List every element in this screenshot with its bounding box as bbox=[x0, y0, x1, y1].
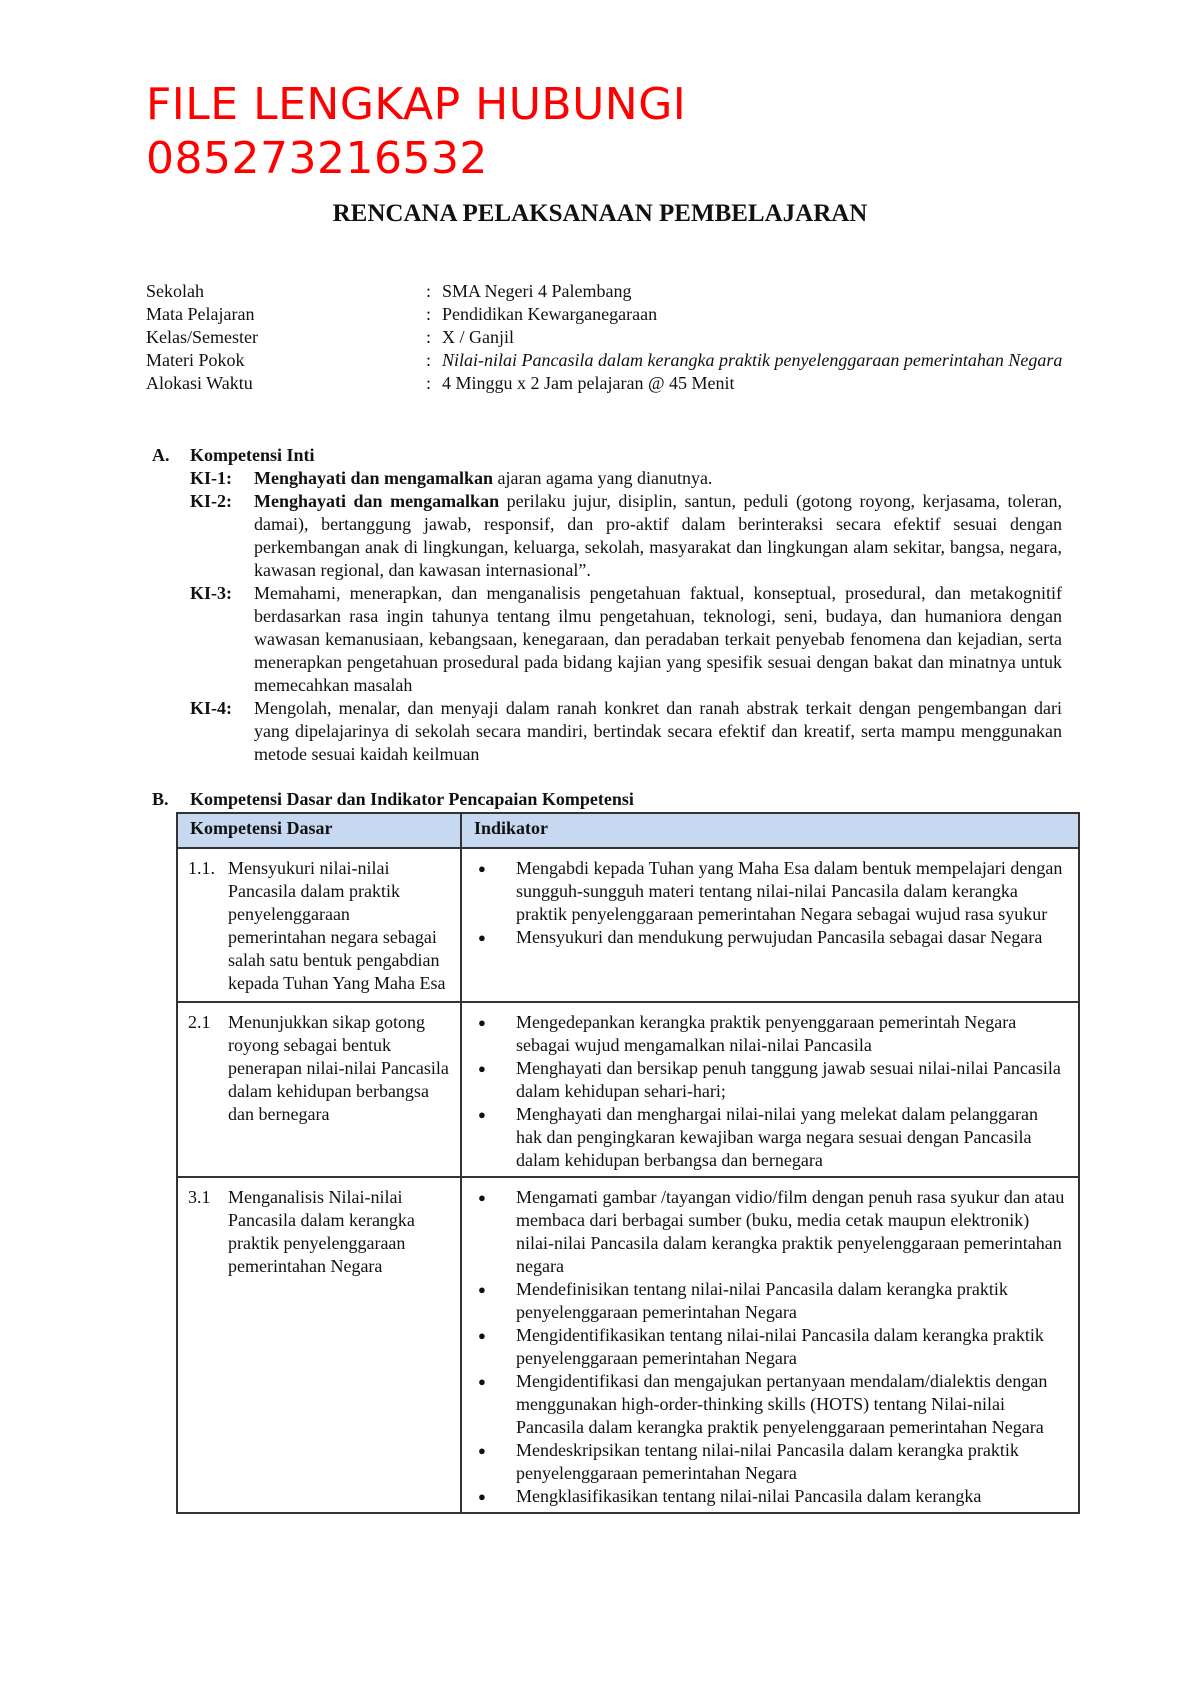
list-item bbox=[474, 1324, 1068, 1370]
indicator-cell bbox=[461, 1002, 1079, 1177]
section-heading bbox=[152, 788, 1062, 811]
indicator-cell bbox=[461, 1177, 1079, 1513]
info-value: 4 Minggu x 2 Jam pelajaran @ 45 Menit bbox=[442, 373, 735, 393]
kd-number: 3.1 bbox=[188, 1187, 211, 1207]
info-row-subject bbox=[146, 303, 1066, 326]
bullet-icon: ● bbox=[478, 1190, 486, 1205]
ki-code: KI-1: bbox=[190, 468, 232, 488]
table-row bbox=[177, 848, 1079, 1002]
bullet-icon: ● bbox=[478, 861, 486, 876]
table-header-row bbox=[177, 813, 1079, 848]
ki-code: KI-3: bbox=[190, 583, 232, 603]
indicator-text: Mengabdi kepada Tuhan yang Maha Esa dalam bentuk mempelajari dengan sungguh-sungguh materi tentang nilai-nilai Pancasila dalam kerangka praktik penyelenggaraan pemerintahan Negara sebagai wujud rasa syukur bbox=[516, 858, 1063, 924]
kd-number: 2.1 bbox=[188, 1012, 211, 1032]
kd-cell bbox=[177, 1002, 461, 1177]
list-item bbox=[474, 1439, 1068, 1485]
indicator-text: Mengidentifikasikan tentang nilai-nilai Pancasila dalam kerangka praktik penyelenggaraan pemerintahan Negara bbox=[516, 1325, 1044, 1368]
section-title: Kompetensi Inti bbox=[190, 445, 315, 465]
info-row-topic bbox=[146, 349, 1066, 372]
kd-line bbox=[188, 1186, 450, 1278]
table-row bbox=[177, 1177, 1079, 1513]
info-colon: : bbox=[426, 350, 432, 370]
ki-item bbox=[190, 582, 1062, 697]
bullet-icon: ● bbox=[478, 1061, 486, 1076]
list-item bbox=[474, 1278, 1068, 1324]
banner-phone: 085273216532 bbox=[146, 133, 488, 184]
section-letter: A. bbox=[152, 445, 170, 465]
bullet-icon: ● bbox=[478, 1443, 486, 1458]
section-kompetensi-inti bbox=[152, 444, 1062, 766]
list-item bbox=[474, 1370, 1068, 1439]
list-item bbox=[474, 1186, 1068, 1278]
info-label: Materi Pokok bbox=[146, 350, 245, 370]
header-indikator: Indikator bbox=[461, 813, 1079, 848]
header-kompetensi-dasar: Kompetensi Dasar bbox=[177, 813, 461, 848]
info-value: Pendidikan Kewarganegaraan bbox=[442, 304, 658, 324]
bullet-icon: ● bbox=[478, 1015, 486, 1030]
kd-line bbox=[188, 1011, 450, 1126]
section-letter: B. bbox=[152, 789, 169, 809]
kd-cell bbox=[177, 1177, 461, 1513]
document-title: RENCANA PELAKSANAAN PEMBELAJARAN bbox=[332, 200, 868, 227]
ki-text bbox=[254, 490, 1062, 582]
info-label: Mata Pelajaran bbox=[146, 304, 255, 324]
table-row bbox=[177, 1002, 1079, 1177]
section-heading bbox=[152, 444, 1062, 467]
list-item bbox=[474, 1485, 1068, 1508]
list-item bbox=[474, 1011, 1068, 1057]
bullet-icon: ● bbox=[478, 1374, 486, 1389]
info-value: Nilai-nilai Pancasila dalam kerangka praktik penyelenggaraan pemerintahan Negara bbox=[442, 350, 1063, 370]
info-colon: : bbox=[426, 304, 432, 324]
info-label: Sekolah bbox=[146, 281, 204, 301]
ki-bold: Menghayati dan mengamalkan bbox=[254, 468, 494, 488]
bullet-icon: ● bbox=[478, 1282, 486, 1297]
bullet-icon: ● bbox=[478, 1489, 486, 1504]
ki-body: ajaran agama yang dianutnya. bbox=[493, 468, 713, 488]
ki-item bbox=[190, 467, 1062, 490]
indicator-text: Mensyukuri dan mendukung perwujudan Pancasila sebagai dasar Negara bbox=[516, 927, 1043, 947]
info-value: X / Ganjil bbox=[442, 327, 514, 347]
indicator-text: Mendefinisikan tentang nilai-nilai Pancasila dalam kerangka praktik penyelenggaraan pemerintahan Negara bbox=[516, 1279, 1008, 1322]
ki-code: KI-2: bbox=[190, 491, 232, 511]
info-value: SMA Negeri 4 Palembang bbox=[442, 281, 632, 301]
section-kompetensi-dasar bbox=[152, 788, 1062, 811]
list-item bbox=[474, 926, 1068, 949]
indicator-text: Mengidentifikasi dan mengajukan pertanyaan mendalam/dialektis dengan menggunakan high-order-thinking skills (HOTS) tentang Nilai-nilai Pancasila dalam kerangka praktik penyelenggaraan pemerintahan Negara bbox=[516, 1371, 1048, 1437]
info-colon: : bbox=[426, 373, 432, 393]
indicator-text: Menghayati dan menghargai nilai-nilai yang melekat dalam pelanggaran hak dan pengingkaran kewajiban warga negara sesuai dengan Pancasila dalam kehidupan berbangsa dan bernegara bbox=[516, 1104, 1038, 1170]
indicator-text: Mengedepankan kerangka praktik penyenggaraan pemerintah Negara sebagai wujud mengamalkan nilai-nilai Pancasila bbox=[516, 1012, 1017, 1055]
indicator-text: Mengklasifikasikan tentang nilai-nilai Pancasila dalam kerangka bbox=[516, 1486, 982, 1506]
info-row-time bbox=[146, 372, 1066, 395]
info-label: Alokasi Waktu bbox=[146, 373, 253, 393]
bullet-icon: ● bbox=[478, 930, 486, 945]
info-label: Kelas/Semester bbox=[146, 327, 258, 347]
ki-bold: Menghayati dan mengamalkan bbox=[254, 491, 500, 511]
kd-text: Mensyukuri nilai-nilai Pancasila dalam praktik penyelenggaraan pemerintahan negara sebagai salah satu bentuk pengabdian kepada Tuhan Yang Maha Esa bbox=[228, 858, 446, 993]
section-title: Kompetensi Dasar dan Indikator Pencapaian Kompetensi bbox=[190, 789, 634, 809]
kd-line bbox=[188, 857, 450, 995]
kd-cell bbox=[177, 848, 461, 1002]
info-colon: : bbox=[426, 281, 432, 301]
indicator-text: Mengamati gambar /tayangan vidio/film dengan penuh rasa syukur dan atau membaca dari berbagai sumber (buku, media cetak maupun elektronik) nilai-nilai Pancasila dalam kerangka praktik penyelenggaraan pemerintahan negara bbox=[516, 1187, 1065, 1276]
list-item bbox=[474, 857, 1068, 926]
ki-text bbox=[254, 697, 1062, 766]
kd-text: Menunjukkan sikap gotong royong sebagai bentuk penerapan nilai-nilai Pancasila dalam kehidupan berbangsa dan bernegara bbox=[228, 1012, 449, 1124]
list-item bbox=[474, 1103, 1068, 1172]
list-item bbox=[474, 1057, 1068, 1103]
bullet-icon: ● bbox=[478, 1328, 486, 1343]
competency-table bbox=[176, 812, 1080, 1514]
kd-number: 1.1. bbox=[188, 858, 215, 878]
ki-body: perilaku jujur, disiplin, santun, peduli (gotong royong, kerjasama, toleran, damai), bertanggung jawab, responsif, dan pro-aktif dalam berinteraksi secara efektif sesuai dengan perkembangan anak di lingkungan, keluarga, sekolah, masyarakat dan lingkungan alam sekitar, bangsa, negara, kawasan regional, dan kawasan internasional”. bbox=[254, 491, 1063, 580]
ki-text bbox=[254, 467, 1062, 490]
ki-body: Memahami, menerapkan, dan menganalisis pengetahuan faktual, konseptual, prosedural, dan metakognitif berdasarkan rasa ingin tahunya tentang ilmu pengetahuan, teknologi, seni, budaya, dan humaniora dengan wawasan kemanusiaan, kebangsaan, kenegaraan, dan peradaban terkait penyebab fenomena dan kejadian, serta menerapkan pengetahuan prosedural pada bidang kajian yang spesifik sesuai dengan bakat dan minatnya untuk memecahkan masalah bbox=[254, 583, 1062, 695]
ki-item bbox=[190, 490, 1062, 582]
ki-code: KI-4: bbox=[190, 698, 232, 718]
kd-text: Menganalisis Nilai-nilai Pancasila dalam kerangka praktik penyelenggaraan pemerintahan Negara bbox=[228, 1187, 415, 1276]
info-colon: : bbox=[426, 327, 432, 347]
ki-text bbox=[254, 582, 1062, 697]
indicator-cell bbox=[461, 848, 1079, 1002]
info-row-class bbox=[146, 326, 1066, 349]
info-row-school bbox=[146, 280, 1066, 303]
indicator-text: Mendeskripsikan tentang nilai-nilai Pancasila dalam kerangka praktik penyelenggaraan pemerintahan Negara bbox=[516, 1440, 1019, 1483]
identity-block bbox=[146, 280, 1066, 395]
ki-body: Mengolah, menalar, dan menyaji dalam ranah konkret dan ranah abstrak terkait dengan pengembangan dari yang dipelajarinya di sekolah secara mandiri, bertindak secara efektif dan kreatif, serta mampu menggunakan metode sesuai kaidah keilmuan bbox=[254, 698, 1062, 764]
indicator-text: Menghayati dan bersikap penuh tanggung jawab sesuai nilai-nilai Pancasila dalam kehidupan sehari-hari; bbox=[516, 1058, 1061, 1101]
ki-item bbox=[190, 697, 1062, 766]
bullet-icon: ● bbox=[478, 1107, 486, 1122]
banner-line-1: FILE LENGKAP HUBUNGI bbox=[146, 79, 687, 130]
contact-banner bbox=[146, 78, 846, 186]
